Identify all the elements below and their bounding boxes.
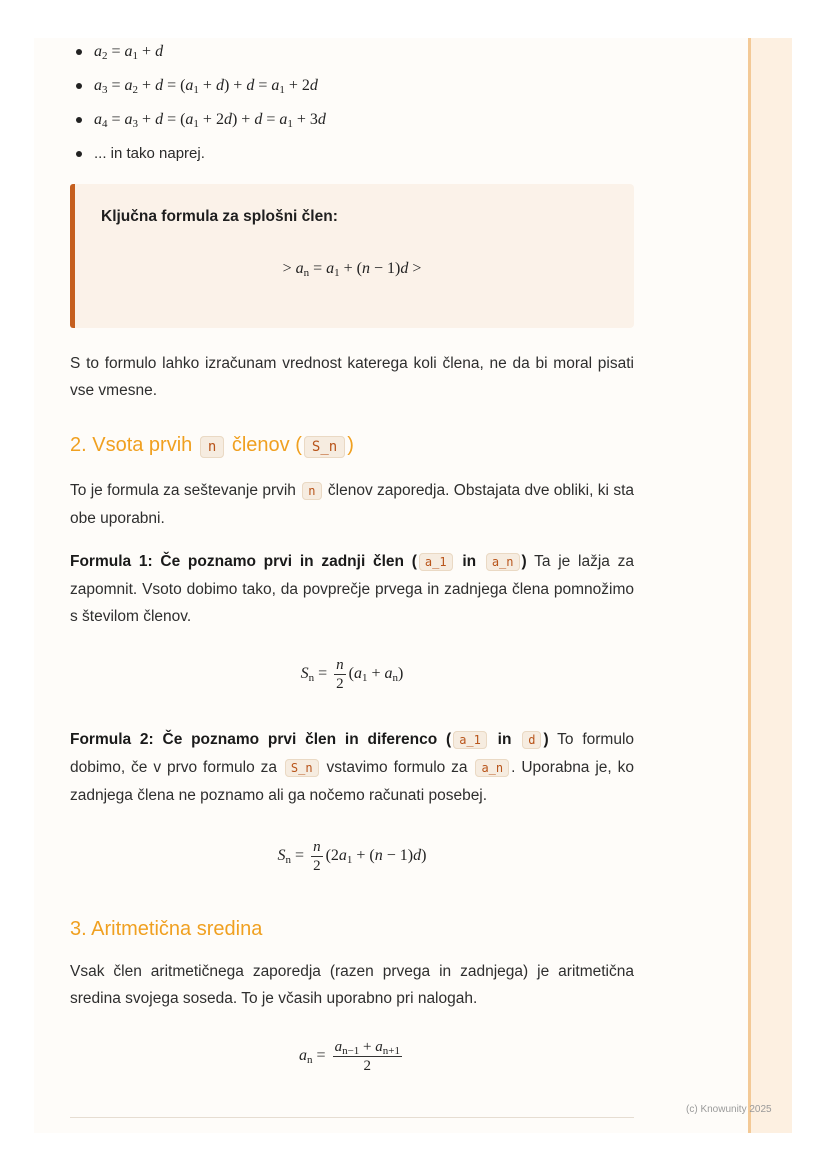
page-margin-strip <box>748 38 792 1133</box>
bullet-icon <box>76 151 82 157</box>
general-term-formula: > $a_n = a_1 + (n - 1)d$ > <box>282 260 422 279</box>
bullet-icon <box>76 117 82 123</box>
list-item <box>70 38 326 72</box>
bullet-icon <box>76 49 82 55</box>
paragraph-formula-usage: S to formulo lahko izračunam vrednost katerega koli člena, ne da bi moral pisati vse vmesne. <box>70 355 634 399</box>
formula-a3: $a_3 = a_2 + d = (a_1 + d) + d = a_1 + 2d$ <box>94 77 318 96</box>
formula-a2: $a_2 = a_1 + d$ <box>94 43 164 62</box>
section-heading-mean: 3. Aritmetična sredina <box>70 918 263 940</box>
section-heading-sum: 2. Vsota prvih n členov ( S_n ) <box>70 434 354 456</box>
inline-code: S_n <box>285 759 319 777</box>
formula-a4: $a_4 = a_3 + d = (a_1 + 2d) + d = a_1 + 3d$ <box>94 111 326 130</box>
bullet-icon <box>76 83 82 89</box>
paragraph-arithmetic-mean: Vsak člen aritmetičnega zaporedja (razen prvega in zadnjega) je aritmetična sredina svojega soseda. To je včasih uporabno pri nalogah. <box>70 963 634 1007</box>
inline-code: a_n <box>486 553 520 571</box>
sequence-list <box>70 38 326 174</box>
sum-formula-2: $S_n$ = $\frac{n}{2}$ $(2a_1 + (n - 1)d)$ <box>277 839 427 874</box>
inline-code: n <box>200 436 224 458</box>
list-item-text: ... in tako naprej. <box>94 145 205 162</box>
arithmetic-mean-formula: $a_n$ = $\frac{a_{n-1} + a_{n+1}}{2}$ <box>299 1039 400 1074</box>
list-item <box>70 106 326 140</box>
key-formula-callout <box>70 184 634 328</box>
paragraph-sum-intro: To je formula za seštevanje prvih n členov zaporedja. Obstajata dve obliki, ki sta obe uporabni. <box>70 482 635 527</box>
inline-code: a_1 <box>419 553 453 571</box>
inline-code: a_1 <box>453 731 487 749</box>
paragraph-formula-2: Formula 2: Če poznamo prvi člen in diferenco ( a_1 in d ) To formulo dobimo, če v prvo formulo za S_n vstavimo formulo za a_n . Uporabna je, ko zadnjega člena ne poznamo ali ga nočemo računati posebej. <box>70 731 635 804</box>
footer-divider <box>70 1117 634 1118</box>
list-item <box>70 140 326 174</box>
sum-formula-1: $S_n$ = $\frac{n}{2}$ $(a_1 + a_n)$ <box>300 657 404 692</box>
copyright-notice: (c) Knowunity 2025 <box>686 1104 772 1115</box>
paragraph-formula-1: Formula 1: Če poznamo prvi in zadnji člen ( a_1 in a_n ) Ta je lažja za zapomnit. Vsoto dobimo tako, da povprečje prvega in zadnjega člena pomnožimo s številom členov. <box>70 553 635 625</box>
inline-code: a_n <box>475 759 509 777</box>
list-item <box>70 72 326 106</box>
inline-code: S_n <box>304 436 345 458</box>
inline-code: d <box>522 731 541 749</box>
callout-accent-bar <box>70 184 75 328</box>
callout-title: Ključna formula za splošni člen: <box>101 208 338 225</box>
page-margin-rule <box>748 38 751 1133</box>
inline-code: n <box>302 482 321 500</box>
